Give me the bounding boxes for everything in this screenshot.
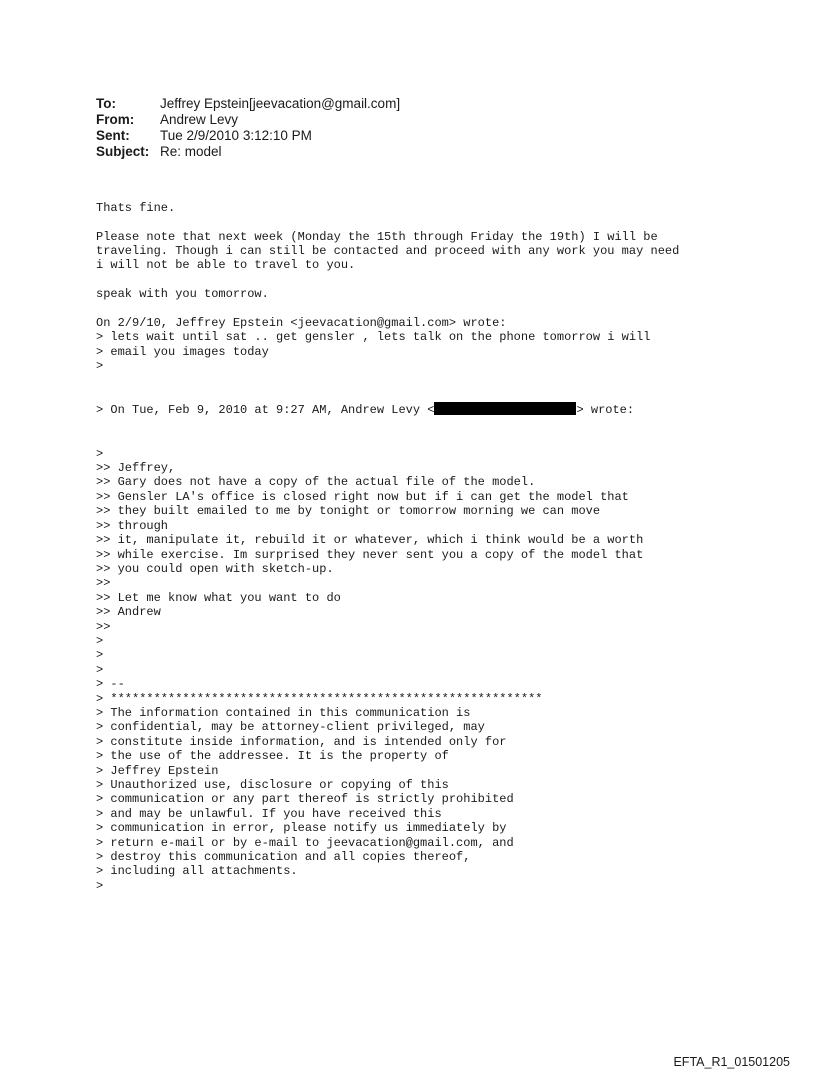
body-line: >> Gensler LA's office is closed right now but if i can get the model that bbox=[96, 489, 629, 504]
body-lines-top bbox=[96, 201, 679, 374]
body-line: > communication in error, please notify us immediately by bbox=[96, 821, 507, 836]
body-line: i will not be able to travel to you. bbox=[96, 258, 356, 273]
body-line: > return e-mail or by e-mail to jeevacation@gmail.com, and bbox=[96, 835, 514, 850]
body-lines-bottom bbox=[96, 447, 679, 894]
body-line: > bbox=[96, 878, 104, 893]
body-line bbox=[96, 302, 679, 316]
body-line: > Jeffrey Epstein bbox=[96, 763, 219, 778]
body-line: > destroy this communication and all copies thereof, bbox=[96, 850, 471, 865]
body-line: > confidential, may be attorney-client privileged, may bbox=[96, 720, 485, 735]
email-body bbox=[96, 172, 679, 908]
body-line: > lets wait until sat .. get gensler , lets talk on the phone tomorrow i will bbox=[96, 330, 651, 345]
body-line: > bbox=[96, 359, 104, 374]
from-row bbox=[96, 112, 400, 128]
body-line: > email you images today bbox=[96, 344, 269, 359]
document-id: EFTA_R1_01501205 bbox=[673, 1055, 790, 1069]
body-line: > and may be unlawful. If you have received this bbox=[96, 806, 442, 821]
body-line: > bbox=[96, 662, 104, 677]
body-line: traveling. Though i can still be contacted and proceed with any work you may need bbox=[96, 244, 680, 259]
body-line: >> they built emailed to me by tonight or tomorrow morning we can move bbox=[96, 504, 601, 519]
body-line: >> it, manipulate it, rebuild it or whatever, which i think would be a worth bbox=[96, 533, 644, 548]
body-line: > communication or any part thereof is strictly prohibited bbox=[96, 792, 514, 807]
body-line: >> you could open with sketch-up. bbox=[96, 561, 334, 576]
subject-row bbox=[96, 144, 400, 160]
body-line: >> Let me know what you want to do bbox=[96, 590, 341, 605]
redaction-block bbox=[434, 402, 576, 415]
quoted-header-after: > wrote: bbox=[576, 403, 635, 418]
body-line: >> Andrew bbox=[96, 605, 161, 620]
body-line bbox=[96, 215, 679, 229]
body-line: > bbox=[96, 648, 104, 663]
body-line: > Unauthorized use, disclosure or copying of this bbox=[96, 778, 449, 793]
body-line: Please note that next week (Monday the 15th through Friday the 19th) I will be bbox=[96, 229, 658, 244]
to-row bbox=[96, 96, 400, 112]
body-line: > bbox=[96, 446, 104, 461]
body-line: speak with you tomorrow. bbox=[96, 287, 269, 302]
body-line: > bbox=[96, 633, 104, 648]
from-label: From: bbox=[96, 112, 135, 127]
body-line: > including all attachments. bbox=[96, 864, 298, 879]
body-line: > the use of the addressee. It is the property of bbox=[96, 749, 449, 764]
body-line: >> Jeffrey, bbox=[96, 461, 176, 476]
quoted-reply-header bbox=[96, 402, 679, 417]
body-line: > -- bbox=[96, 677, 125, 692]
body-line: > ************************************************************ bbox=[96, 691, 543, 706]
sent-value: Tue 2/9/2010 3:12:10 PM bbox=[160, 128, 312, 143]
body-line: >> Gary does not have a copy of the actual file of the model. bbox=[96, 475, 536, 490]
sent-row bbox=[96, 128, 400, 144]
subject-value: Re: model bbox=[160, 144, 222, 159]
body-line bbox=[96, 273, 679, 287]
to-value: Jeffrey Epstein[jeevacation@gmail.com] bbox=[160, 96, 401, 111]
sent-label: Sent: bbox=[96, 128, 130, 143]
body-line: >> while exercise. Im surprised they never sent you a copy of the model that bbox=[96, 547, 644, 562]
body-line: > The information contained in this communication is bbox=[96, 705, 471, 720]
body-line: >> through bbox=[96, 518, 169, 533]
body-line: >> bbox=[96, 576, 111, 591]
body-line: >> bbox=[96, 619, 111, 634]
body-line: Thats fine. bbox=[96, 200, 176, 215]
quoted-header-before: > On Tue, Feb 9, 2010 at 9:27 AM, Andrew Levy < bbox=[96, 403, 435, 418]
body-line: On 2/9/10, Jeffrey Epstein <jeevacation@gmail.com> wrote: bbox=[96, 316, 507, 331]
email-header bbox=[96, 96, 400, 160]
to-label: To: bbox=[96, 96, 116, 111]
body-line: > constitute inside information, and is intended only for bbox=[96, 734, 507, 749]
subject-label: Subject: bbox=[96, 144, 150, 159]
from-value: Andrew Levy bbox=[160, 112, 239, 127]
